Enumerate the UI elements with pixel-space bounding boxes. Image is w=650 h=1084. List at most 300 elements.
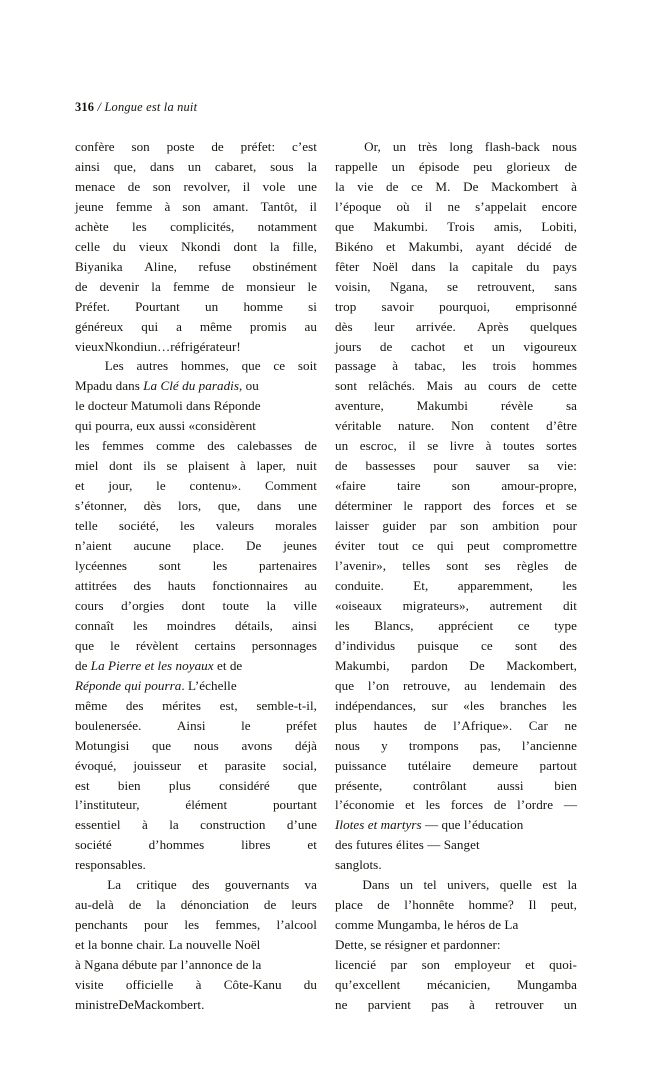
word: de — [75, 278, 88, 294]
text-line — [335, 456, 577, 476]
word: pour — [433, 458, 458, 474]
word: Ainsi — [176, 717, 206, 733]
word: à — [571, 178, 577, 194]
word: capitale — [471, 258, 513, 274]
word: attitrées — [75, 577, 117, 593]
word: confère — [75, 139, 115, 154]
word: La — [107, 877, 122, 893]
word: autres — [136, 358, 169, 374]
word: Mackombert. — [133, 996, 205, 1012]
word: l’avenir», — [335, 558, 387, 574]
word: femme — [172, 278, 210, 294]
running-header — [75, 100, 197, 115]
word: est — [75, 777, 90, 793]
word: société, — [118, 518, 159, 534]
word: et — [405, 797, 415, 813]
text-run: débute par l’annonce de la — [118, 957, 262, 973]
word: plaisent — [188, 458, 230, 474]
text-line — [335, 217, 577, 237]
word: Mais — [426, 378, 453, 394]
word: est — [542, 877, 558, 893]
text-line — [75, 197, 317, 217]
word: toutes — [502, 438, 535, 454]
word: Trois — [447, 218, 475, 234]
word: se — [446, 278, 458, 294]
text-line — [335, 835, 577, 855]
word: d’individus — [335, 637, 396, 653]
paragraph — [335, 875, 577, 1015]
word: passage — [335, 358, 377, 374]
word: mérites — [162, 697, 202, 713]
word: la — [151, 278, 161, 294]
word: ainsi — [291, 617, 317, 633]
word: qui — [141, 318, 159, 334]
word: flash-back — [484, 139, 540, 154]
word: du — [526, 258, 540, 274]
word: indépendances, — [335, 697, 417, 713]
word: dont — [109, 458, 133, 474]
word: ministre — [75, 996, 119, 1012]
word: Makumbi. — [373, 218, 428, 234]
word: encore — [541, 198, 577, 214]
word: partout — [539, 757, 577, 773]
word: son — [182, 198, 201, 214]
word: un — [563, 996, 577, 1012]
text-line — [75, 776, 317, 796]
word: à — [195, 977, 202, 993]
word: un — [187, 158, 202, 174]
word: long — [449, 139, 473, 154]
word: à — [485, 438, 492, 454]
word: vie — [357, 178, 374, 194]
text-line — [335, 656, 577, 676]
word: vie: — [557, 458, 577, 474]
italic-title: Réponde qui pourra — [75, 677, 182, 693]
word: que — [152, 737, 172, 753]
word: Makumbi, — [335, 657, 390, 673]
word: essentiel — [75, 817, 121, 833]
word: les — [184, 917, 200, 933]
text-line — [75, 975, 317, 995]
right-text-column — [335, 137, 577, 1015]
paragraph — [335, 137, 577, 875]
word: que, — [217, 498, 241, 514]
word: d’hommes — [148, 837, 205, 853]
word: éviter — [335, 538, 366, 554]
word: une — [297, 498, 317, 514]
word: de — [127, 178, 141, 194]
word: migrateurs», — [402, 597, 469, 613]
word: la — [156, 897, 166, 913]
text-line — [75, 596, 317, 616]
word: présente, — [335, 777, 383, 793]
word: même — [75, 697, 108, 713]
word: les — [180, 518, 195, 534]
word: fonctionnaires — [212, 577, 288, 593]
text-run: des futures élites — — [335, 837, 444, 853]
word: considéré — [219, 777, 270, 793]
word: un — [205, 298, 219, 314]
word: les — [562, 697, 577, 713]
word: au — [304, 577, 317, 593]
word: celle — [75, 238, 100, 254]
word: rapport — [423, 498, 463, 514]
word: amour-propre, — [501, 478, 577, 494]
word: «oiseaux — [335, 597, 382, 613]
word: du — [112, 238, 127, 254]
text-line — [75, 995, 317, 1015]
word: gouvernants — [224, 877, 290, 893]
word: de — [564, 558, 577, 574]
word: dit — [563, 597, 577, 613]
word: ne — [335, 996, 348, 1012]
word: — — [563, 797, 577, 813]
text-line — [75, 556, 317, 576]
text-line — [335, 736, 577, 756]
word: demeure — [472, 757, 519, 773]
text-line — [75, 875, 317, 895]
word: ses — [484, 558, 501, 574]
text-line — [335, 556, 577, 576]
word: véritable — [335, 418, 382, 434]
word: se — [427, 438, 439, 454]
text-line — [335, 496, 577, 516]
text-line — [335, 895, 577, 915]
text-line — [75, 915, 317, 935]
word: le — [403, 498, 413, 514]
word: de — [335, 458, 348, 474]
word: parvient — [367, 996, 411, 1012]
word: quelle — [499, 877, 532, 893]
word: que — [241, 358, 261, 374]
text-run: le docteur Matumoli dans — [75, 398, 214, 414]
text-line — [335, 277, 577, 297]
word: ne — [564, 717, 577, 733]
word: forces — [501, 498, 535, 514]
word: l’époque — [335, 198, 382, 214]
word: l’honnête — [404, 897, 455, 913]
word: tutélaire — [407, 757, 452, 773]
word: la — [335, 178, 345, 194]
word: dont — [233, 238, 258, 254]
word: vieux — [138, 238, 169, 254]
word: compromettre — [502, 538, 577, 554]
word: un… — [143, 338, 171, 354]
word: Préfet. — [75, 298, 110, 314]
word: achète — [75, 218, 109, 234]
word: les — [425, 797, 441, 813]
word: que, — [113, 158, 137, 174]
word: la — [567, 877, 577, 893]
word: peut — [467, 538, 490, 554]
word: des — [191, 877, 210, 893]
paragraph — [75, 137, 317, 356]
italic-title: Ilotes et martyrs — [335, 817, 422, 833]
text-run: La — [504, 917, 519, 933]
word: sauver — [475, 458, 511, 474]
word: savoir — [381, 298, 414, 314]
word: lycéennes — [75, 558, 128, 574]
word: d’être — [546, 418, 577, 434]
word: vole — [262, 178, 286, 194]
text-line — [75, 676, 317, 696]
word: connaît — [75, 617, 114, 633]
text-run: . L’échelle — [181, 677, 237, 693]
word: des — [133, 577, 152, 593]
word: des — [559, 637, 577, 653]
word: obstinément — [252, 258, 317, 274]
word: menace — [75, 178, 116, 194]
word: homme? — [468, 897, 514, 913]
word: est, — [219, 697, 238, 713]
word: De — [463, 178, 479, 194]
word: et — [307, 837, 317, 853]
word: bassesses — [365, 458, 416, 474]
word: par — [429, 518, 447, 534]
text-line — [75, 516, 317, 536]
word: se — [166, 458, 178, 474]
word: évoqué, — [75, 757, 117, 773]
word: le — [110, 637, 120, 653]
text-line — [335, 955, 577, 975]
word: son — [451, 478, 471, 494]
text-line — [75, 237, 317, 257]
word: branches — [499, 697, 547, 713]
word: Mackombert, — [506, 657, 577, 673]
word: sa — [565, 398, 577, 414]
word: content — [490, 418, 530, 434]
word: Dans — [362, 877, 390, 893]
word: «faire — [335, 478, 366, 494]
word: social, — [282, 757, 317, 773]
word: semble-t-il, — [256, 697, 317, 713]
word: soit — [297, 358, 317, 374]
word: pourtant — [272, 797, 317, 813]
word: comme — [156, 438, 195, 454]
word: Bikéno — [335, 238, 374, 254]
word: fille, — [292, 238, 317, 254]
word: dans — [149, 158, 175, 174]
word: jeune — [75, 198, 104, 214]
page-folio-number: 316 — [75, 100, 95, 114]
word: construction — [200, 817, 266, 833]
word: l’ordre — [517, 797, 554, 813]
text-line — [335, 257, 577, 277]
word: sous — [270, 158, 294, 174]
word: pour — [144, 917, 169, 933]
text-line — [75, 736, 317, 756]
word: dans — [411, 258, 436, 274]
word: de — [564, 238, 577, 254]
word: ne — [447, 198, 460, 214]
text-line — [75, 955, 317, 975]
word: de — [528, 378, 541, 394]
word: l’Afrique». — [453, 717, 513, 733]
word: il — [242, 178, 251, 194]
word: l’instituteur, — [75, 797, 140, 813]
text-run: , ou — [239, 378, 259, 394]
word: qu’excellent — [335, 977, 401, 993]
word: Non — [451, 418, 474, 434]
word: revolver, — [183, 178, 231, 194]
word: une — [297, 178, 317, 194]
word: sont — [335, 378, 358, 394]
text-line — [335, 776, 577, 796]
word: sur — [431, 697, 448, 713]
paragraph — [75, 875, 317, 1015]
text-line — [335, 157, 577, 177]
word: Nkondi — [181, 238, 221, 254]
word: d’orgies — [121, 597, 165, 613]
word: décidé — [517, 238, 552, 254]
text-line — [75, 257, 317, 277]
word: officielle — [125, 977, 174, 993]
word: notamment — [257, 218, 317, 234]
word: dénonciation — [180, 897, 249, 913]
text-line — [335, 197, 577, 217]
text-line — [75, 815, 317, 835]
text-line — [335, 376, 577, 396]
word: puisque — [417, 637, 459, 653]
word: mécanicien, — [426, 977, 491, 993]
word: Makumbi — [416, 398, 468, 414]
word: Les — [104, 358, 124, 374]
word: Côte-Kanu — [223, 977, 282, 993]
text-run: — que l’éducation — [421, 817, 524, 833]
word: ce — [412, 538, 424, 554]
word: révèle — [500, 398, 534, 414]
word: de — [263, 897, 277, 913]
word: l’ancienne — [521, 737, 577, 753]
word: pour — [552, 518, 577, 534]
word: morales — [275, 518, 317, 534]
text-line — [335, 436, 577, 456]
word: les — [461, 358, 477, 374]
word: ambition — [492, 518, 540, 534]
text-line — [335, 995, 577, 1015]
word: très — [418, 139, 438, 154]
word: univers, — [447, 877, 490, 893]
text-line — [75, 855, 317, 875]
word: de — [221, 278, 235, 294]
word: et — [545, 498, 555, 514]
text-line — [75, 696, 317, 716]
text-line — [335, 815, 577, 835]
word: les — [132, 218, 147, 234]
word: pourquoi, — [439, 298, 491, 314]
word: moindres — [166, 617, 216, 633]
word: peut, — [550, 897, 577, 913]
text-run: Noël — [234, 937, 261, 953]
word: l’alcool — [276, 917, 317, 933]
word: ils — [143, 458, 156, 474]
word: dès — [335, 318, 353, 334]
word: type — [554, 617, 577, 633]
text-line — [75, 376, 317, 396]
word: licencié — [335, 957, 377, 973]
word: un — [399, 877, 414, 893]
word: et — [525, 957, 535, 973]
word: ville — [293, 597, 317, 613]
text-run: à Ngana — [75, 957, 119, 973]
word: la — [269, 238, 280, 254]
word: nous — [193, 737, 219, 753]
word: trois — [492, 358, 517, 374]
word: les — [75, 438, 90, 454]
paragraph-indent — [335, 875, 352, 895]
word: les — [335, 617, 350, 633]
word: il — [424, 198, 433, 214]
word: de — [564, 158, 577, 174]
text-line — [75, 396, 317, 416]
text-line — [335, 676, 577, 696]
word: de — [385, 178, 399, 194]
word: de — [128, 897, 142, 913]
word: va — [304, 877, 317, 893]
word: trompons — [408, 737, 459, 753]
word: employeur — [454, 957, 511, 973]
word: De — [245, 538, 262, 554]
word: aussi — [497, 777, 524, 793]
word: règles — [516, 558, 549, 574]
word: cachot — [410, 338, 446, 354]
word: y — [381, 737, 388, 753]
word: un — [392, 139, 407, 154]
word: avons — [241, 737, 273, 753]
word: quoi- — [549, 957, 577, 973]
word: miel — [75, 458, 99, 474]
word: Mungamba — [516, 977, 577, 993]
text-line — [75, 636, 317, 656]
word: que — [75, 637, 95, 653]
word: son — [152, 178, 172, 194]
word: les — [212, 558, 228, 574]
text-line — [75, 356, 317, 376]
word: toute — [222, 597, 249, 613]
word: tabac, — [414, 358, 446, 374]
word: de — [377, 897, 390, 913]
word: un — [391, 158, 405, 174]
word: l’économie — [335, 797, 395, 813]
word: devenir — [99, 278, 140, 294]
word: hautes — [373, 717, 408, 733]
italic-title: La Pierre et les noyaux — [90, 657, 214, 673]
word: boulenersée. — [75, 717, 142, 733]
word: et — [463, 338, 474, 354]
word: calebasses — [237, 438, 293, 454]
word: Pourtant — [135, 298, 180, 314]
word: où — [396, 198, 410, 214]
word: autrement — [489, 597, 543, 613]
text-line — [335, 516, 577, 536]
word: ce — [411, 178, 423, 194]
word: telles — [402, 558, 431, 574]
word: Après — [477, 318, 509, 334]
word: des — [473, 498, 491, 514]
word: plus — [335, 717, 358, 733]
text-line — [75, 536, 317, 556]
text-line — [335, 317, 577, 337]
word: et — [75, 478, 85, 494]
text-line — [335, 476, 577, 496]
word: l’on — [367, 677, 390, 693]
word: valeurs — [215, 518, 255, 534]
word: du — [303, 977, 317, 993]
word: escroc, — [359, 438, 397, 454]
word: qui — [436, 538, 454, 554]
text-line — [335, 177, 577, 197]
word: les — [132, 617, 148, 633]
